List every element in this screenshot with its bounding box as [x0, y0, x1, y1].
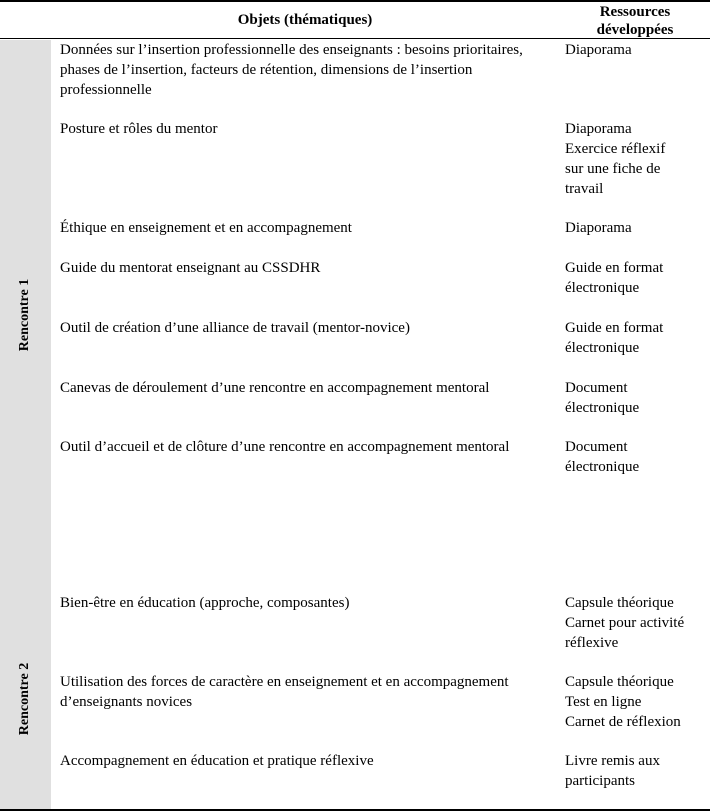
row-resources [565, 378, 710, 418]
resource-item: Diaporama [565, 121, 632, 137]
resource-item: sur une fiche de [565, 161, 661, 177]
row-resources [565, 751, 710, 791]
header-resources-line2: développées [596, 22, 674, 38]
resource-item: Diaporama [565, 42, 632, 58]
row-object: Outil d’accueil et de clôture d’une rencontre en accompagnement mentoral [60, 439, 510, 455]
resource-item: Guide en format [565, 260, 664, 276]
row-resources [565, 672, 710, 732]
resource-item: Capsule théorique [565, 595, 674, 611]
row-resources [565, 318, 710, 358]
row-resources [565, 119, 710, 199]
resource-item: électronique [565, 459, 640, 475]
resource-item: participants [565, 773, 635, 789]
resource-item: travail [565, 181, 604, 197]
resource-item: électronique [565, 340, 640, 356]
row-object: Utilisation des forces de caractère en enseignement et en accompagnement d’enseignants novices [60, 674, 509, 710]
resource-item: Document [565, 380, 628, 396]
resource-item: Exercice réflexif [565, 141, 666, 157]
row-object: Canevas de déroulement d’une rencontre en accompagnement mentoral [60, 380, 490, 396]
resource-item: Capsule théorique [565, 674, 674, 690]
resource-item: Carnet pour activité [565, 615, 685, 631]
header-resources-line1: Ressources [599, 4, 671, 20]
row-resources [565, 593, 710, 653]
resource-item: électronique [565, 280, 640, 296]
group-band-rencontre-1 [0, 40, 51, 587]
resource-item: réflexive [565, 635, 619, 651]
header-objects: Objets (thématiques) [237, 11, 373, 28]
row-object: Bien-être en éducation (approche, composantes) [60, 595, 350, 611]
row-resources [565, 218, 710, 238]
row-object: Outil de création d’une alliance de travail (mentor-novice) [60, 320, 410, 336]
row-object: Données sur l’insertion professionnelle des enseignants : besoins prioritaires, phases de l’insertion, facteurs de rétention, dimensions de l’insertion professionnelle [60, 42, 523, 98]
resource-item: Test en ligne [565, 694, 642, 710]
row-resources [565, 437, 710, 477]
resource-item: Document [565, 439, 628, 455]
row-object: Accompagnement en éducation et pratique réflexive [60, 753, 374, 769]
group-label-rencontre-1: Rencontre 1 [17, 278, 32, 352]
row-resources [565, 258, 710, 298]
resource-item: Livre remis aux [565, 753, 660, 769]
row-object: Guide du mentorat enseignant au CSSDHR [60, 260, 321, 276]
header-resources [560, 3, 710, 39]
resource-item: Carnet de réflexion [565, 714, 681, 730]
resource-item: électronique [565, 400, 640, 416]
row-object: Éthique en enseignement et en accompagnement [60, 220, 352, 236]
bottom-rule [0, 809, 710, 811]
resource-item: Guide en format [565, 320, 664, 336]
group-label-rencontre-2: Rencontre 2 [17, 662, 32, 736]
row-resources [565, 40, 710, 60]
resource-item: Diaporama [565, 220, 632, 236]
group-band-rencontre-2 [0, 587, 51, 809]
row-object: Posture et rôles du mentor [60, 121, 218, 137]
